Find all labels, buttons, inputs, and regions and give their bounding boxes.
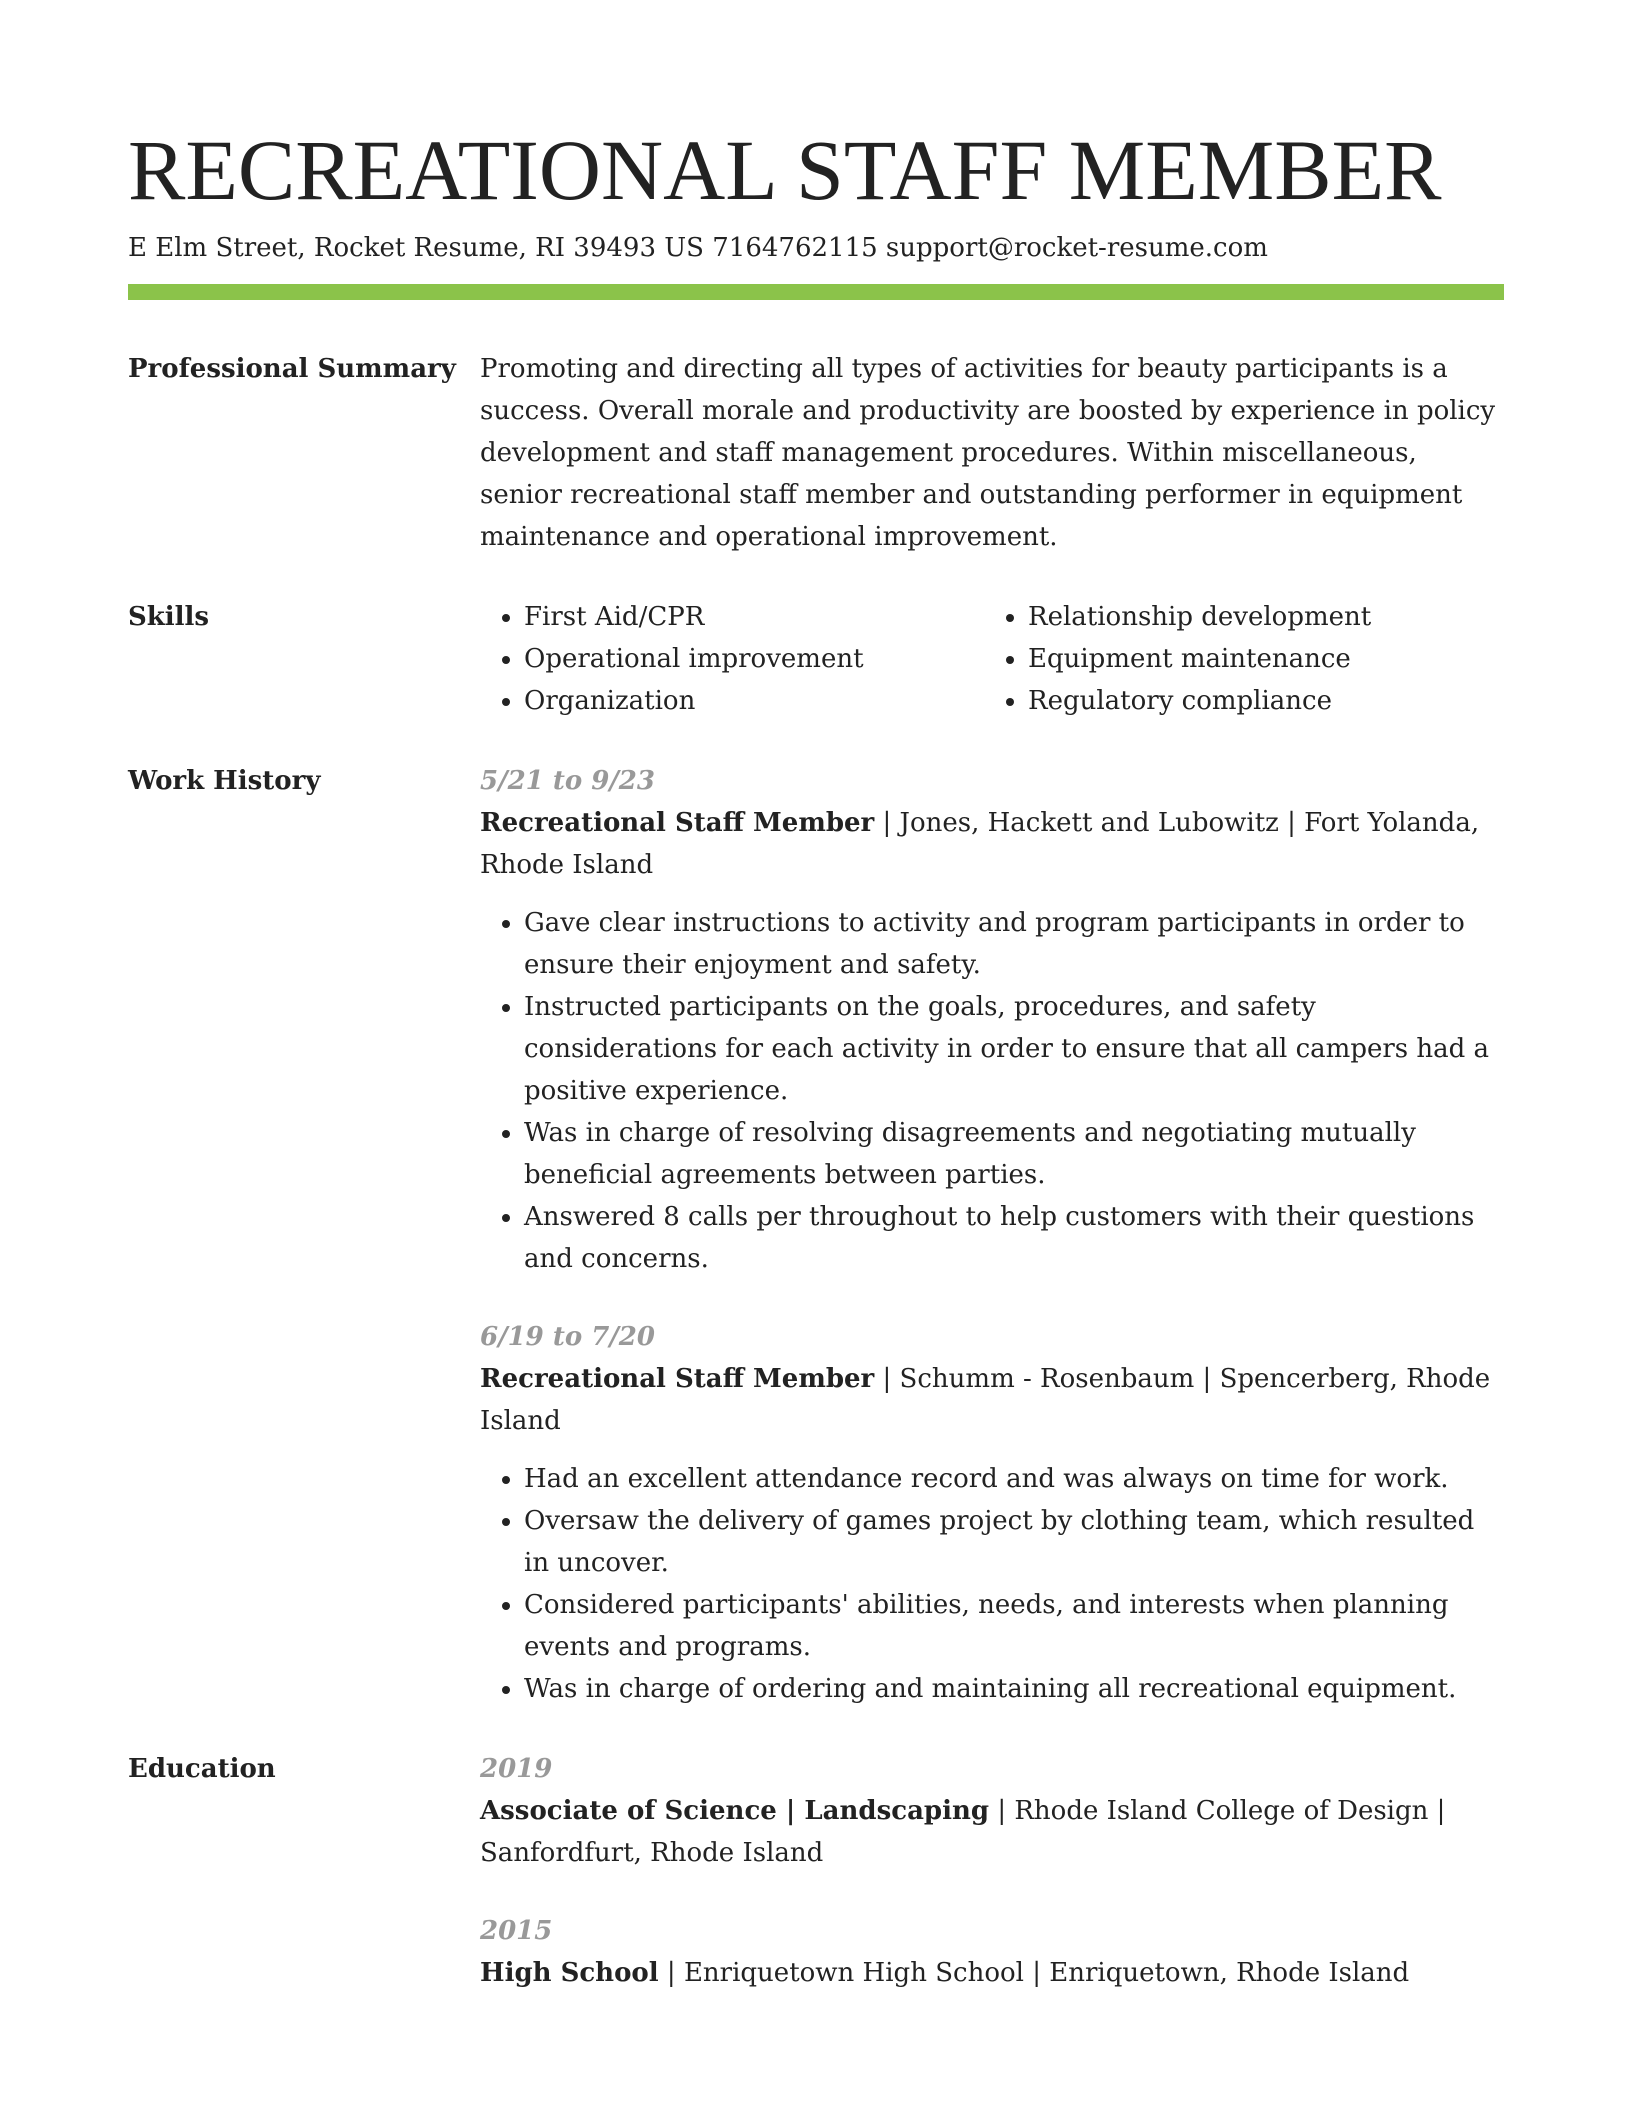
job-bullet: • Answered 8 calls per throughout to help customers with their questions and concerns. (524, 1196, 1504, 1280)
section-skills (128, 596, 1504, 722)
section-body-education (480, 1748, 1504, 1994)
job-details: | Schumm - Rosenbaum | Spencerberg, Rhode Island (480, 1364, 1491, 1436)
skill-item: • First Aid/CPR (524, 596, 984, 638)
resume-page (128, 120, 1504, 1994)
contact-line: E Elm Street, Rocket Resume, RI 39493 US 7164762115 support@rocket-resume.com (128, 233, 1268, 263)
education-entry (480, 1748, 1504, 1874)
job-bullet: • Considered participants' abilities, needs, and interests when planning events and programs. (524, 1584, 1504, 1668)
skill-item: • Relationship development (1028, 596, 1504, 638)
section-professional-summary (128, 348, 1504, 558)
skill-item: • Regulatory compliance (1028, 680, 1504, 722)
section-education (128, 1748, 1504, 1994)
education-line (480, 1790, 1504, 1874)
job-details: | Jones, Hackett and Lubowitz | Fort Yolanda, Rhode Island (480, 808, 1480, 880)
skill-item: • Operational improvement (524, 638, 984, 680)
education-details: | Rhode Island College of Design | Sanfordfurt, Rhode Island (480, 1796, 1446, 1868)
skill-item: • Equipment maintenance (1028, 638, 1504, 680)
skill-item: • Organization (524, 680, 984, 722)
skills-columns (480, 596, 1504, 722)
education-line (480, 1952, 1504, 1994)
job-bullet: • Had an excellent attendance record and was always on time for work. (524, 1458, 1504, 1500)
job-bullets (480, 1458, 1504, 1710)
summary-text: Promoting and directing all types of activities for beauty participants is a success. Overall morale and productivity are boosted by experience in policy development and staff management procedures. Within miscellaneous, senior recreational staff member and outstanding performer in equipment maintenance and operational improvement. (480, 354, 1496, 552)
job-entry (480, 1316, 1504, 1710)
education-year: 2015 (480, 1916, 553, 1946)
job-dates: 6/19 to 7/20 (480, 1322, 655, 1352)
job-bullet: • Instructed participants on the goals, procedures, and safety considerations for each activity in order to ensure that all campers had a positive experience. (524, 986, 1504, 1112)
skills-column-1 (480, 596, 984, 722)
job-dates: 5/21 to 9/23 (480, 766, 655, 796)
job-role-line (480, 1358, 1504, 1442)
section-body-summary (480, 348, 1504, 558)
education-details: | Enriquetown High School | Enriquetown, Rhode Island (658, 1958, 1410, 1988)
job-bullet: • Was in charge of ordering and maintaining all recreational equipment. (524, 1668, 1504, 1710)
job-bullet: • Oversaw the delivery of games project by clothing team, which resulted in uncover. (524, 1500, 1504, 1584)
section-label-summary: Professional Summary (128, 354, 456, 384)
section-work-history (128, 760, 1504, 1710)
job-entry (480, 760, 1504, 1280)
section-label-skills: Skills (128, 602, 210, 632)
education-entry (480, 1910, 1504, 1994)
job-bullet: • Gave clear instructions to activity and program participants in order to ensure their enjoyment and safety. (524, 902, 1504, 986)
job-title: Recreational Staff Member (480, 1364, 875, 1394)
education-degree: Associate of Science | Landscaping (480, 1796, 990, 1826)
job-title: Recreational Staff Member (480, 808, 875, 838)
job-role-line (480, 802, 1504, 886)
candidate-title: RECREATIONAL STAFF MEMBER (128, 122, 1442, 218)
job-bullets (480, 902, 1504, 1280)
section-label-education: Education (128, 1754, 276, 1784)
skills-column-2 (984, 596, 1504, 722)
section-body-work (480, 760, 1504, 1710)
section-label-work: Work History (128, 766, 321, 796)
education-year: 2019 (480, 1754, 553, 1784)
job-bullet: • Was in charge of resolving disagreements and negotiating mutually beneficial agreements between parties. (524, 1112, 1504, 1196)
accent-divider (128, 284, 1504, 300)
education-degree: High School (480, 1958, 659, 1988)
